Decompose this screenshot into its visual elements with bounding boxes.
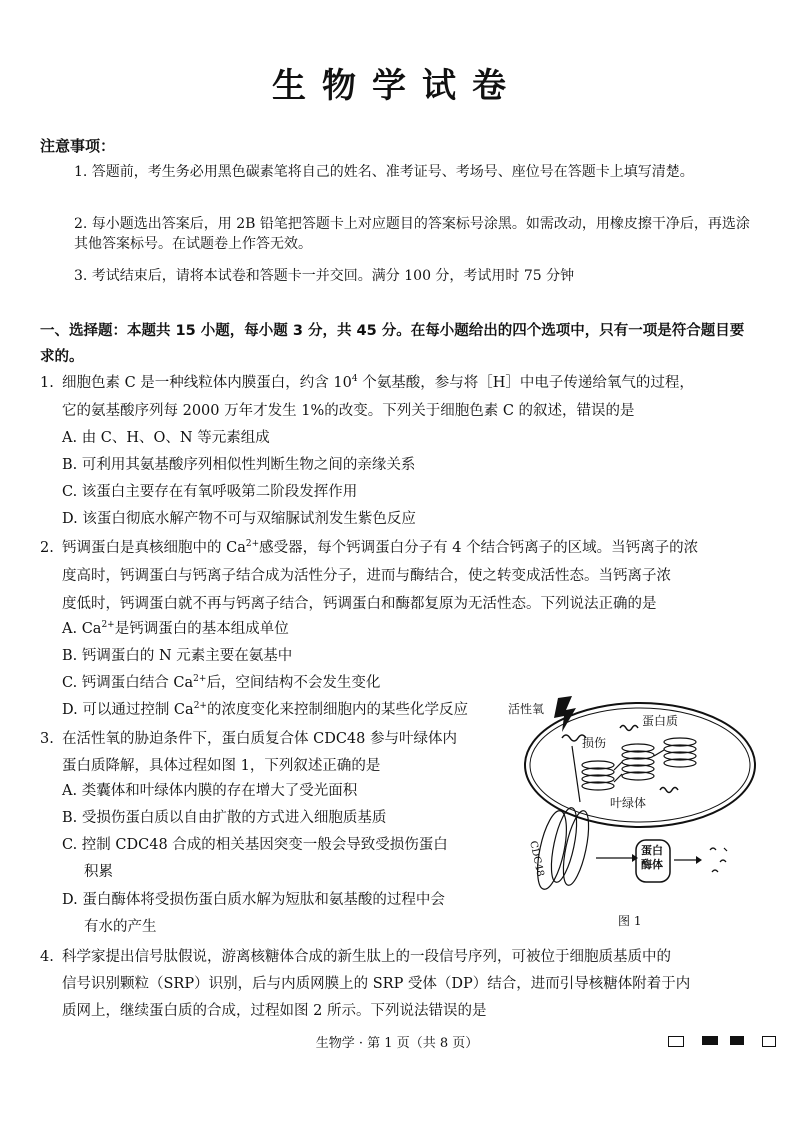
- question-2-stem-line3: 度低时，钙调蛋白就不再与钙离子结合，钙调蛋白和酶都复原为无活性态。下列说法正确的是: [62, 596, 657, 612]
- label-proteasome: 蛋白 酶体: [641, 844, 663, 871]
- protein-coil-icon: [620, 726, 638, 731]
- page-title: 生物学试卷: [272, 66, 522, 106]
- label-chloroplast: 叶绿体: [610, 796, 647, 810]
- q2-option-d: D. 可以通过控制 $Ca^{2+}$的浓度变化来控制细胞内的某些化学反应: [62, 701, 468, 718]
- figure-1: [500, 690, 760, 930]
- q2-option-a: A. $Ca^{2+}$是钙调蛋白的基本组成单位: [62, 620, 289, 637]
- q2-option-b: B. 钙调蛋白的 N 元素主要在氨基中: [62, 648, 293, 664]
- protein-coil-icon-2: [660, 788, 678, 793]
- q2-option-c: C. 钙调蛋白结合 $Ca^{2+}$后，空间结构不会发生变化: [62, 674, 381, 691]
- q1-option-d: D. 该蛋白彻底水解产物不可与双缩脲试剂发生紫色反应: [62, 511, 416, 527]
- q3-option-b: B. 受损伤蛋白质以自由扩散的方式进入细胞质基质: [62, 810, 387, 826]
- q3-option-d: D. 蛋白酶体将受损伤蛋白质水解为短肽和氨基酸的过程中会: [62, 892, 445, 908]
- q1-option-c: C. 该蛋白主要存在有氧呼吸第二阶段发挥作用: [62, 484, 358, 500]
- question-2-stem-line2: 度高时，钙调蛋白与钙离子结合成为活性分子，进而与酶结合，使之转变成活性态。当钙离子浓: [62, 568, 671, 584]
- figure-caption: 图 1: [618, 914, 642, 928]
- notice-item-3: 3. 考试结束后，请将本试卷和答题卡一并交回。满分 100 分，考试用时 75 分钟: [74, 268, 575, 284]
- registration-mark-3: [730, 1036, 744, 1045]
- q1-option-a: A. 由 C、H、O、N 等元素组成: [62, 430, 270, 446]
- page-footer: 生物学 · 第 1 页（共 8 页）: [315, 1036, 479, 1051]
- question-3-stem: 3. 在活性氧的胁迫条件下，蛋白质复合体 CDC48 参与叶绿体内: [40, 731, 457, 747]
- peptide-fragments-icon: [710, 848, 727, 872]
- question-1-stem-line2: 它的氨基酸序列每 2000 万年才发生 1%的改变。下列关于细胞色素 C 的叙述，错误的是: [62, 403, 635, 419]
- label-protein: 蛋白质: [642, 714, 679, 728]
- question-2-stem: 2. 钙调蛋白是真核细胞中的 $Ca^{2+}$感受器，每个钙调蛋白分子有 4 个结合钙离子的区域。当钙离子的浓: [40, 539, 699, 556]
- q3-option-c-line2: 积累: [84, 864, 113, 880]
- notice-item-1: 1. 答题前，考生务必用黑色碳素笔将自己的姓名、准考证号、考场号、座位号在答题卡上填写清楚。: [74, 164, 694, 180]
- question-1-stem: 1. 细胞色素 C 是一种线粒体内膜蛋白，约含 $10^4$ 个氨基酸，参与将［H］中电子传递给氧气的过程，: [40, 374, 694, 391]
- question-4-stem-line2: 信号识别颗粒（SRP）识别，后与内质网膜上的 SRP 受体（DP）结合，进而引导核糖体附着于内: [62, 976, 691, 992]
- question-4-stem: 4. 科学家提出信号肽假说，游离核糖体合成的新生肽上的一段信号序列，可被位于细胞质基质中的: [40, 949, 671, 965]
- q3-option-a: A. 类囊体和叶绿体内膜的存在增大了受光面积: [62, 783, 358, 799]
- registration-mark-1: [668, 1036, 684, 1047]
- label-reactive-oxygen: 活性氧: [508, 702, 545, 716]
- arrow-line: [572, 746, 580, 802]
- label-damage: 损伤: [582, 736, 607, 750]
- notice-item-2: 2. 每小题选出答案后，用 2B 铅笔把答题卡上对应题目的答案标号涂黑。如需改动，用橡皮擦干净后，再选涂其他答案标号。在试题卷上作答无效。: [74, 216, 750, 252]
- q3-option-d-line2: 有水的产生: [84, 919, 157, 935]
- label-cdc48: CDC48: [527, 840, 546, 878]
- registration-mark-4: [762, 1036, 776, 1047]
- q3-option-c: C. 控制 CDC48 合成的相关基因突变一般会导致受损伤蛋白: [62, 837, 448, 853]
- notice-heading: 注意事项：: [40, 137, 116, 155]
- q1-option-b: B. 可利用其氨基酸序列相似性判断生物之间的亲缘关系: [62, 457, 416, 473]
- question-3-stem-line2: 蛋白质降解，具体过程如图 1，下列叙述正确的是: [62, 758, 381, 774]
- registration-mark-2: [702, 1036, 718, 1045]
- section-heading: 一、选择题：本题共 15 小题，每小题 3 分，共 45 分。在每小题给出的四个选项中，只有一项是符合题目要求的。: [40, 323, 745, 365]
- question-4-stem-line3: 质网上，继续蛋白质的合成，过程如图 2 所示。下列说法错误的是: [62, 1003, 487, 1019]
